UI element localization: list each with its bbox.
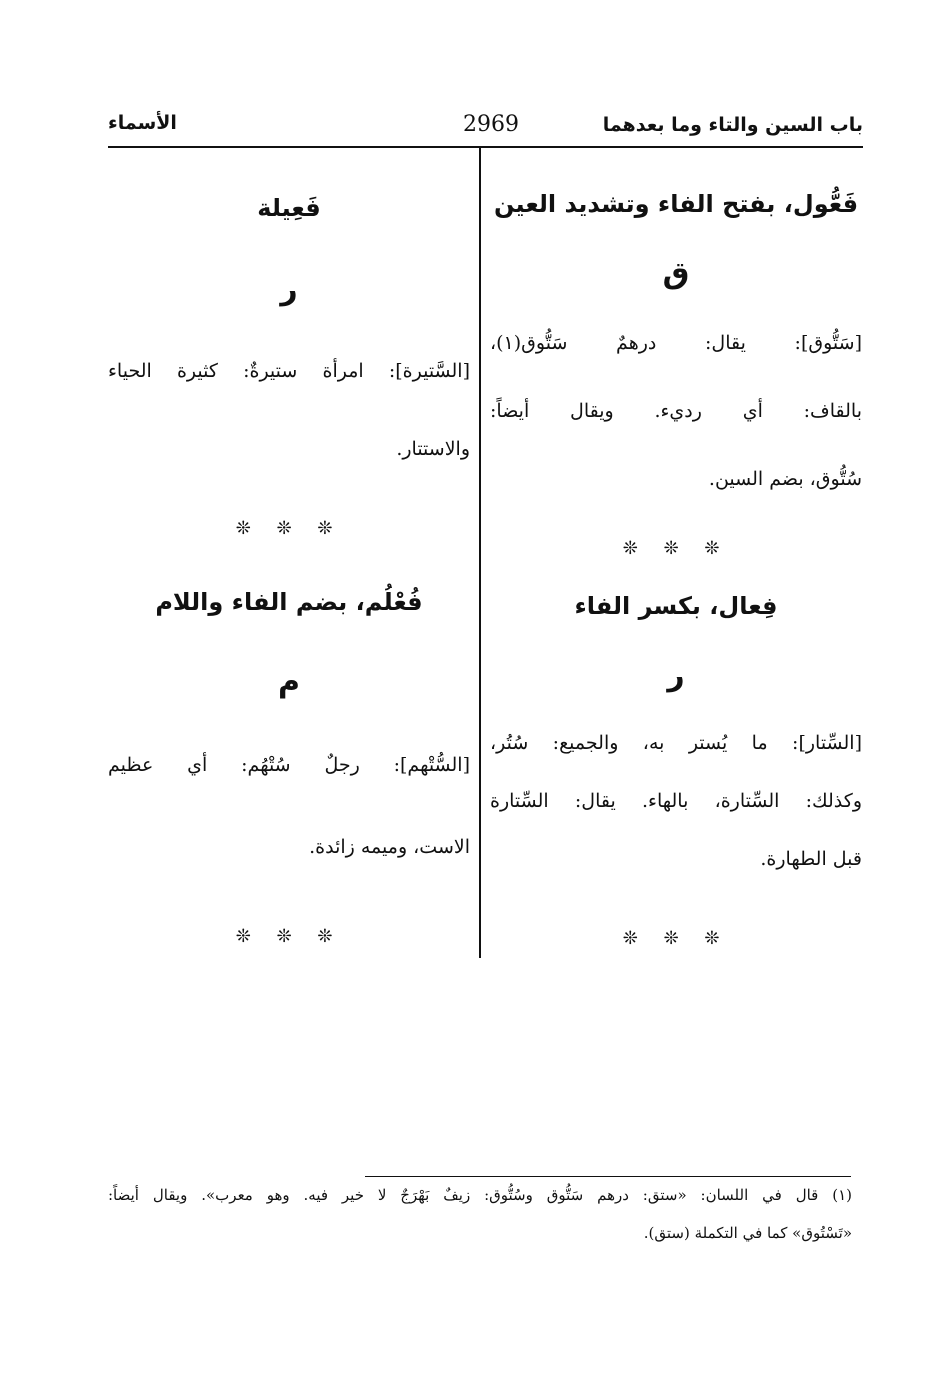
column-divider bbox=[479, 146, 481, 958]
section-separator: ❊ ❊ ❊ bbox=[622, 538, 730, 559]
root-letter-ra: ر bbox=[667, 658, 685, 693]
page-header bbox=[108, 108, 863, 144]
entry-line: سُتُّوق، بضم السين. bbox=[708, 468, 862, 490]
entry-line: [السُّتْهم]: رجلٌ سُتْهُم: أي عظيم bbox=[108, 754, 470, 776]
footnote-line: «تَسْتُوق» كما في التكملة (ستق). bbox=[643, 1224, 852, 1242]
pattern-heading-faeela: فَعِيلة bbox=[257, 194, 321, 222]
entry-line: وكذلك: السِّتارة، بالهاء. يقال: السِّتارة bbox=[490, 790, 862, 812]
entry-line: والاستتار. bbox=[396, 438, 470, 460]
entry-line: قبل الطهارة. bbox=[760, 848, 862, 870]
section-title: الأسماء bbox=[108, 112, 177, 134]
entry-line: بالقاف: أي رديء. ويقال أيضاً: bbox=[490, 400, 862, 422]
footnote-line: (١) قال في اللسان: «ستق: درهم سَتُّوق وسُتُّوق: زيفٌ بَهْرَجٌ لا خير فيه. وهو معرب». ويقال أيضاً: bbox=[108, 1186, 852, 1204]
root-letter-ra: ر bbox=[280, 272, 298, 307]
page-number: 2969 bbox=[463, 112, 519, 137]
root-letter-mim: م bbox=[278, 664, 300, 699]
section-separator: ❊ ❊ ❊ bbox=[235, 926, 343, 947]
pattern-heading-faool: فَعُّول، بفتح الفاء وتشديد العين bbox=[493, 190, 859, 218]
entry-line: [السَّتيرة]: امرأة ستيرةٌ: كثيرة الحياء bbox=[108, 360, 470, 382]
pattern-heading-fiaal: فِعال، بكسر الفاء bbox=[574, 592, 778, 620]
section-separator: ❊ ❊ ❊ bbox=[235, 518, 343, 539]
entry-line: الاست، وميمه زائدة. bbox=[309, 836, 470, 858]
chapter-title: باب السين والتاء وما بعدهما bbox=[602, 114, 863, 136]
footnote-rule bbox=[365, 1176, 851, 1177]
root-letter-qaf: ق bbox=[662, 256, 690, 291]
entry-line: [السِّتار]: ما يُستر به، والجميع: سُتُر، bbox=[490, 732, 862, 754]
entry-line: [سَتُّوق]: يقال: درهمٌ سَتُّوق(١)، bbox=[490, 332, 862, 354]
header-rule bbox=[108, 146, 863, 148]
section-separator: ❊ ❊ ❊ bbox=[622, 928, 730, 949]
pattern-heading-fulum: فُعْلُم، بضم الفاء واللام bbox=[155, 588, 423, 616]
